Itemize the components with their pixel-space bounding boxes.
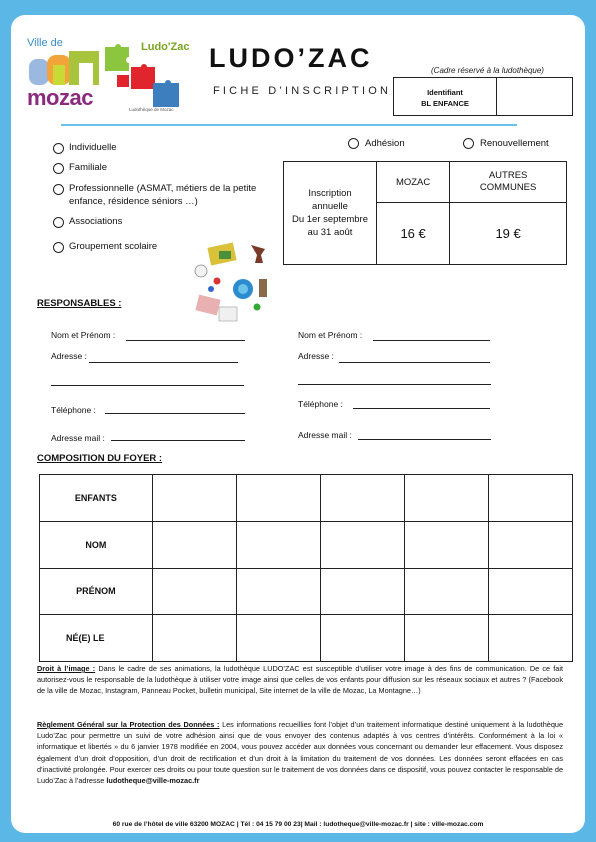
logo-mozac-text: mozac xyxy=(27,85,93,110)
resp1-email-label: Adresse mail : xyxy=(51,433,105,443)
foyer-row-label: NÉ(E) LE xyxy=(40,615,153,662)
droit-image-title: Droit à l’image : xyxy=(37,664,96,673)
logo-ludotheque-text: Ludothèque de Mozac xyxy=(129,107,174,112)
foyer-cell[interactable] xyxy=(404,615,488,662)
foyer-cell[interactable] xyxy=(404,568,488,615)
foyer-row-label: NOM xyxy=(40,521,153,568)
radio-circle-icon[interactable] xyxy=(463,138,474,149)
radio-circle-icon[interactable] xyxy=(53,143,64,154)
tarif-period-cell xyxy=(284,162,377,265)
logo-ville-text: Ville de xyxy=(27,37,63,49)
identifier-code: BL ENFANCE xyxy=(421,99,469,108)
category-label-line2: enfance, résidence séniors …) xyxy=(69,196,198,207)
tarif-header-autres-line1: AUTRES xyxy=(488,170,528,181)
adhesion-radio[interactable] xyxy=(348,138,405,149)
foyer-cell[interactable] xyxy=(236,521,320,568)
board-games-illustration xyxy=(189,241,277,327)
foyer-cell[interactable] xyxy=(404,521,488,568)
rgpd-text: Les informations recueillies font l’objet d’un traitement informatique destiné uniquement à la ludothèque Ludo’Zac pour permettre un suivi de votre adhésion ainsi que de vous envoyer des contenus adaptés à vos centres d’intérêts. Conformément à la loi « informatique et libertés » du 6 janvier 1978 modifiée en 2004, vous pouvez accéder aux données vous concernant ou demander leur effacement. Vous disposez également d’un droit d’opposition, d’un droit de rectification et d’un droit à la limitation du traitement de vos données. Les données seront effacées en cas d’inactivité prolongée. Pour exercer ces droits ou pour toute question sur le traitement de vos données dans ce dispositif, vous pouvez contacter le responsable de Ludo’Zac à l’adresse xyxy=(37,720,563,786)
resp1-adresse-field[interactable] xyxy=(89,362,238,363)
ville-de-mozac-logo xyxy=(25,37,107,117)
category-label: Associations xyxy=(69,216,123,227)
resp2-adresse-line2-field[interactable] xyxy=(298,384,491,385)
tarif-header-autres-line2: COMMUNES xyxy=(479,182,537,193)
resp1-telephone-field[interactable] xyxy=(105,413,245,414)
foyer-cell[interactable] xyxy=(404,475,488,522)
rgpd-paragraph xyxy=(37,719,563,786)
radio-circle-icon[interactable] xyxy=(53,184,64,195)
tarif-period-line3: Du 1er septembre xyxy=(291,214,369,225)
header-divider xyxy=(61,124,517,126)
foyer-cell[interactable] xyxy=(236,615,320,662)
page-title: LUDO’ZAC xyxy=(209,43,373,73)
category-label: Familiale xyxy=(69,162,108,173)
foyer-cell[interactable] xyxy=(320,568,404,615)
resp2-nom-label: Nom et Prénom : xyxy=(298,330,363,340)
page-subtitle: FICHE D’INSCRIPTION xyxy=(213,85,392,97)
adhesion-label: Adhésion xyxy=(365,138,405,149)
resp1-nom-field[interactable] xyxy=(126,340,245,341)
foyer-table xyxy=(39,474,573,662)
droit-image-text: Dans le cadre de ses animations, la ludothèque LUDO’ZAC est susceptible d’utiliser votre image à des fins de communication. De ce fait autorisez-vous le responsable de la ludothèque à utiliser votre image ainsi que celles de vos enfants pour diffusion sur les réseaux sociaux et autres ? (Facebook de la ville de Mozac, Instagram, Panneau Pocket, bulletin municipal, Site internet de la ville de Mozac, La Montagne…) xyxy=(37,664,563,696)
foyer-cell[interactable] xyxy=(320,475,404,522)
foyer-cell[interactable] xyxy=(152,615,236,662)
tarif-period-line4: au 31 août xyxy=(307,227,353,238)
tarif-period-line1: Inscription xyxy=(308,188,352,199)
identifier-box xyxy=(393,77,573,116)
resp2-email-field[interactable] xyxy=(358,439,491,440)
resp1-email-field[interactable] xyxy=(111,440,245,441)
footer-contact: 60 rue de l’hôtel de ville 63200 MOZAC | Tél : 04 15 79 00 23| Mail : ludotheque@ville-mozac.fr | site : ville-mozac.com xyxy=(112,821,484,828)
resp1-adresse-line2-field[interactable] xyxy=(51,385,244,386)
resp2-email-label: Adresse mail : xyxy=(298,430,352,440)
foyer-cell[interactable] xyxy=(488,615,572,662)
resp1-telephone-label: Téléphone : xyxy=(51,405,96,415)
identifier-label: Identifiant xyxy=(427,88,463,97)
resp1-nom-label: Nom et Prénom : xyxy=(51,330,116,340)
tarif-price-autres: 19 € xyxy=(450,203,567,265)
foyer-cell[interactable] xyxy=(488,568,572,615)
tarif-header-mozac: MOZAC xyxy=(377,162,450,203)
tarif-price-mozac: 16 € xyxy=(377,203,450,265)
composition-heading: COMPOSITION DU FOYER : xyxy=(37,453,163,464)
category-label: Professionnelle (ASMAT, métiers de la petite xyxy=(69,183,257,194)
resp2-telephone-label: Téléphone : xyxy=(298,399,343,409)
renouvellement-radio[interactable] xyxy=(463,138,549,149)
foyer-cell[interactable] xyxy=(236,475,320,522)
rgpd-email: ludotheque@ville-mozac.fr xyxy=(106,776,200,786)
radio-circle-icon[interactable] xyxy=(348,138,359,149)
renouvellement-label: Renouvellement xyxy=(480,138,549,149)
logo-ludozac-text: Ludo'Zac xyxy=(141,41,190,53)
resp2-adresse-field[interactable] xyxy=(339,362,490,363)
foyer-cell[interactable] xyxy=(488,521,572,568)
rgpd-title: Règlement Général sur la Protection des Données : xyxy=(37,720,220,729)
resp2-telephone-field[interactable] xyxy=(353,408,490,409)
responsables-heading: RESPONSABLES : xyxy=(37,298,122,309)
foyer-cell[interactable] xyxy=(152,475,236,522)
foyer-cell[interactable] xyxy=(488,475,572,522)
foyer-cell[interactable] xyxy=(152,568,236,615)
radio-circle-icon[interactable] xyxy=(53,217,64,228)
reserved-note: (Cadre réservé à la ludothèque) xyxy=(431,66,544,75)
resp1-adresse-label: Adresse : xyxy=(51,351,87,361)
foyer-row-label: PRÉNOM xyxy=(40,568,153,615)
identifier-value-field[interactable] xyxy=(497,78,572,115)
radio-circle-icon[interactable] xyxy=(53,242,64,253)
tarif-period-line2: annuelle xyxy=(312,201,348,212)
tarif-table xyxy=(283,161,567,265)
foyer-cell[interactable] xyxy=(320,521,404,568)
radio-circle-icon[interactable] xyxy=(53,163,64,174)
resp2-nom-field[interactable] xyxy=(373,340,490,341)
foyer-cell[interactable] xyxy=(236,568,320,615)
ludozac-puzzle-logo xyxy=(103,39,201,113)
identifier-label-cell xyxy=(394,78,497,115)
category-label: Groupement scolaire xyxy=(69,241,158,252)
foyer-row-label: ENFANTS xyxy=(40,475,153,522)
droit-image-paragraph xyxy=(37,663,563,697)
tarif-header-autres xyxy=(450,162,567,203)
resp2-adresse-label: Adresse : xyxy=(298,351,334,361)
foyer-cell[interactable] xyxy=(320,615,404,662)
category-label: Individuelle xyxy=(69,142,117,153)
foyer-cell[interactable] xyxy=(152,521,236,568)
registration-sheet xyxy=(11,15,585,833)
